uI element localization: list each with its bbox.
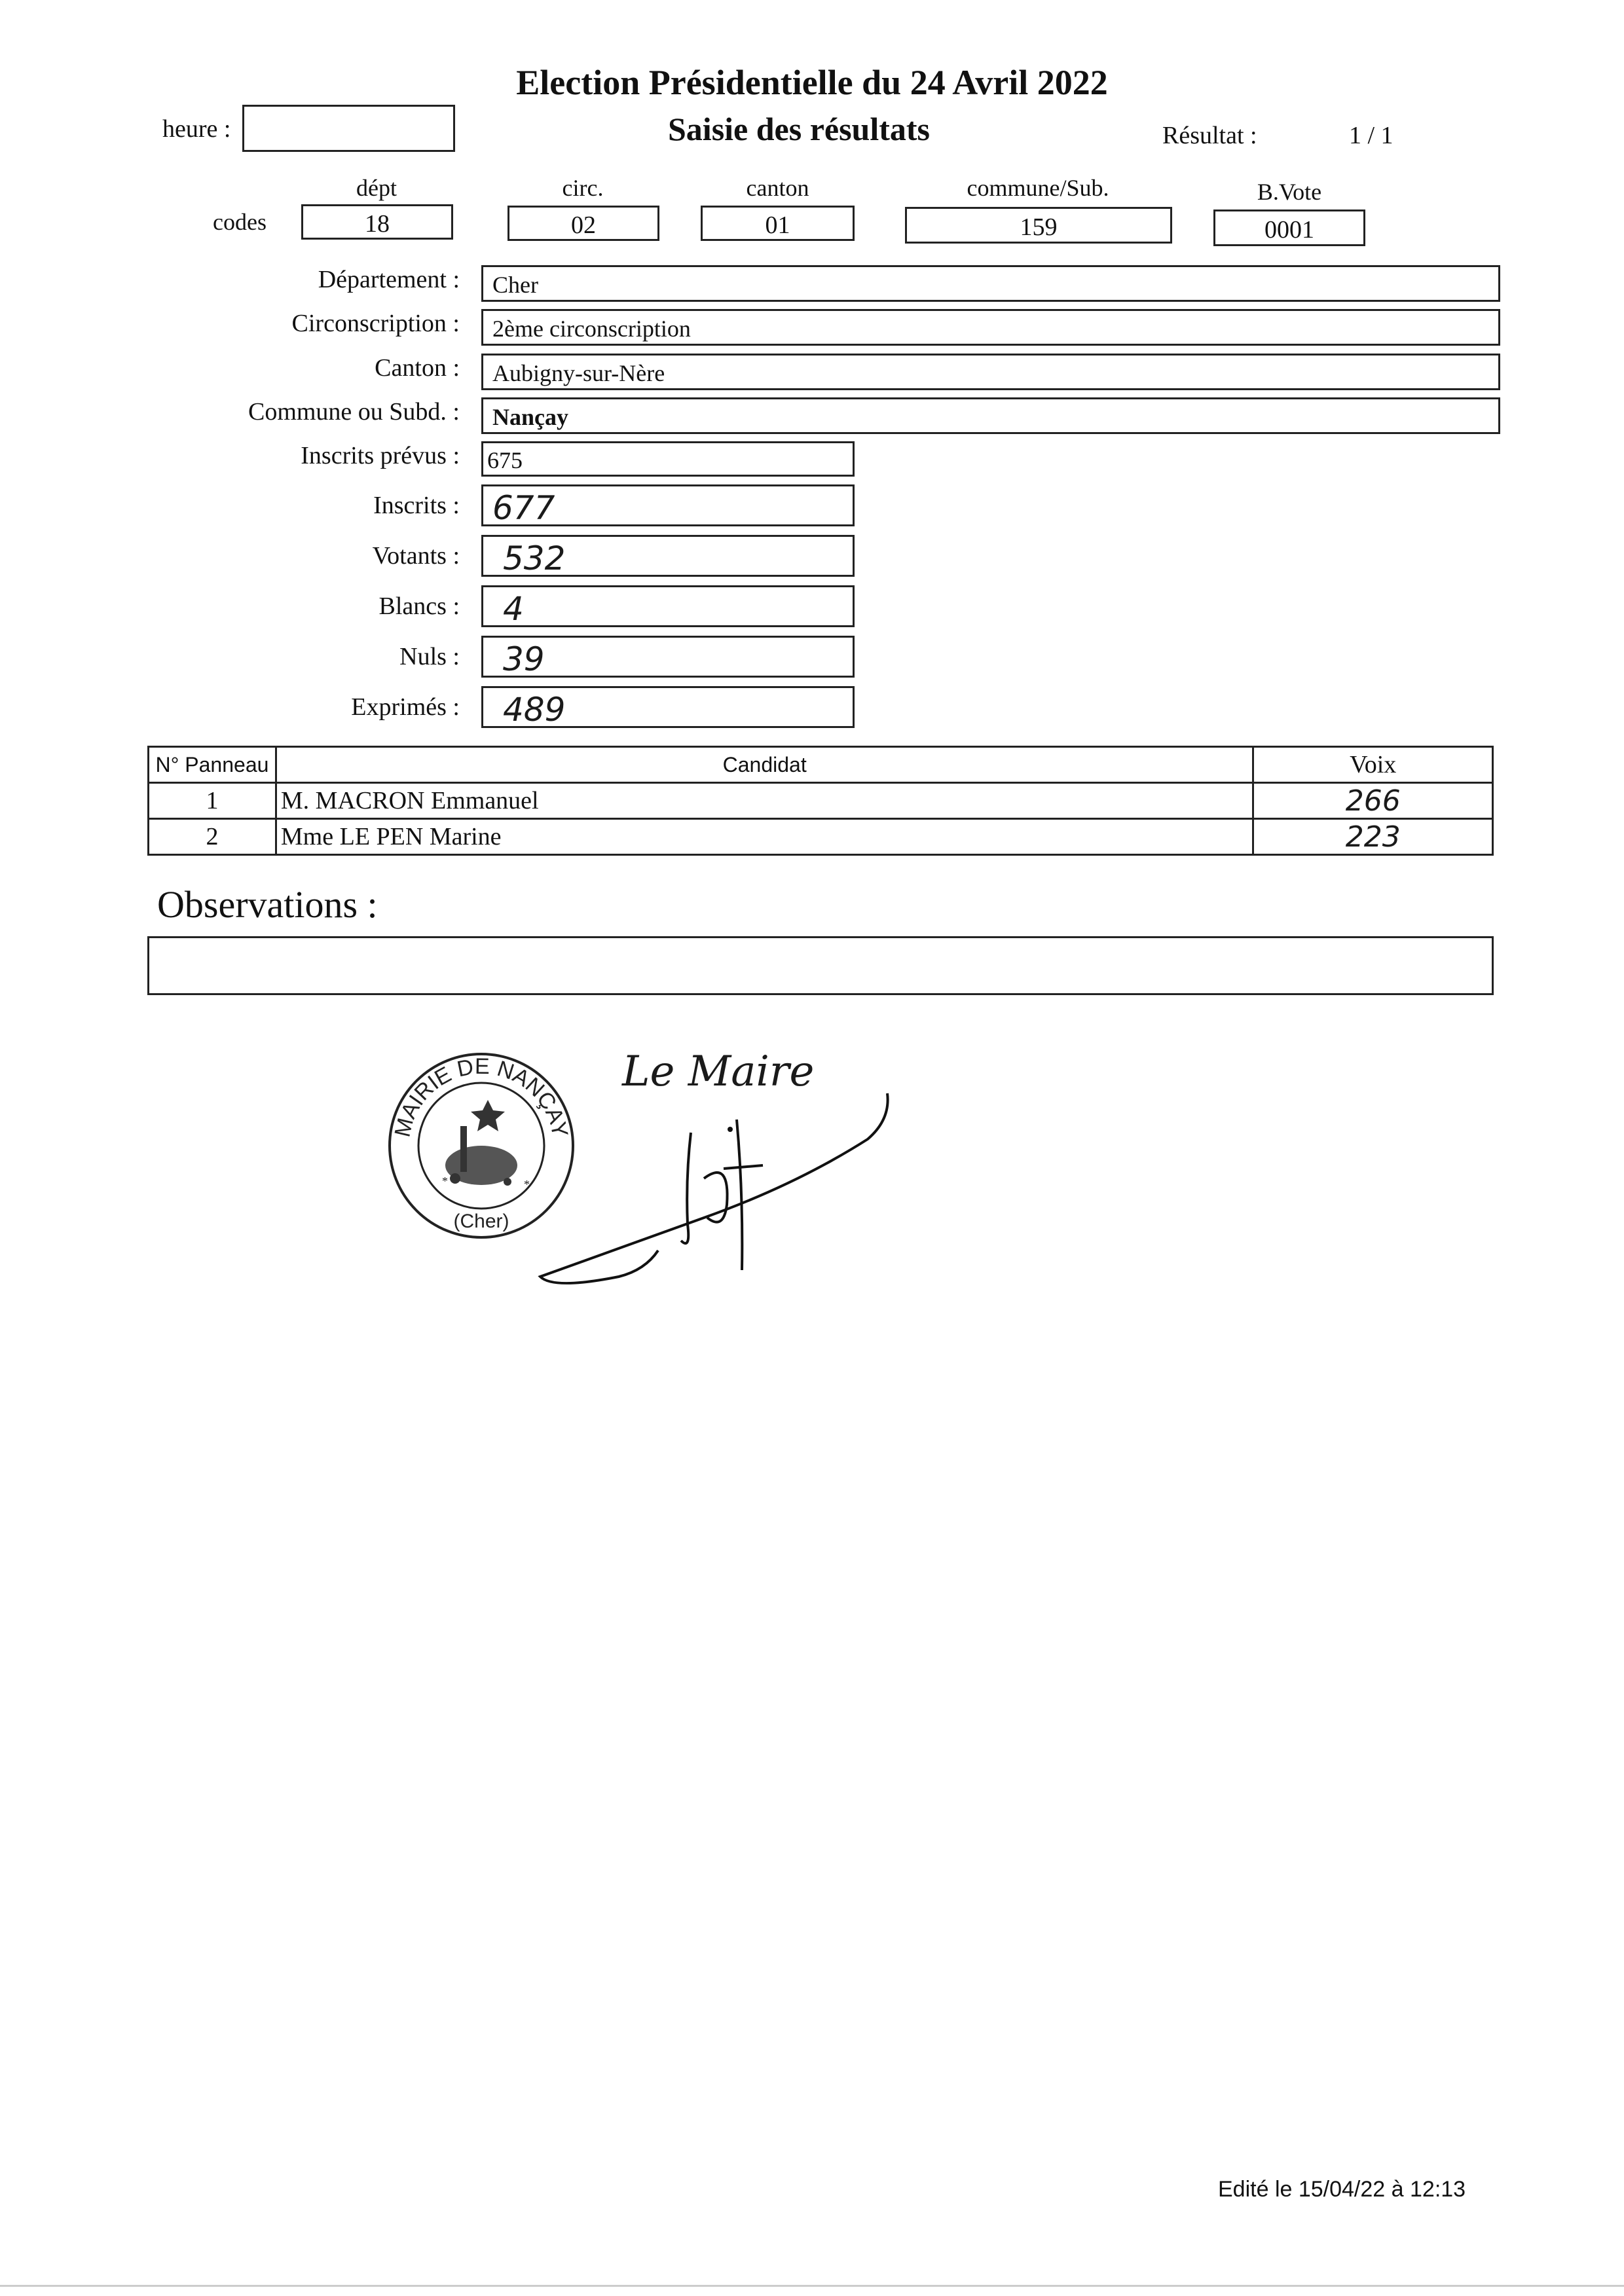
circonscription-field[interactable] [481, 309, 1500, 346]
inscrits-prevus-field[interactable] [481, 441, 855, 477]
observations-field[interactable] [147, 936, 1494, 995]
panneau-cell: 2 [149, 819, 276, 855]
heure-label: heure : [162, 115, 231, 143]
inscrits-prevus-value: 675 [487, 447, 523, 473]
resultat-label: Résultat : [1162, 122, 1257, 149]
voix-cell[interactable]: 266 [1253, 783, 1493, 819]
circonscription-label: Circonscription : [291, 310, 460, 337]
inscrits-prevus-label: Inscrits prévus : [301, 442, 460, 469]
circ-code-field[interactable] [507, 206, 659, 241]
commune-name-label: Commune ou Subd. : [248, 398, 460, 426]
canton-label: canton [746, 175, 809, 201]
heure-input[interactable] [242, 105, 455, 152]
blancs-value: 4 [503, 590, 524, 628]
candidat-cell: M. MACRON Emmanuel [276, 783, 1253, 819]
results-table-header [149, 747, 1493, 783]
dept-code-value: 18 [365, 210, 390, 238]
observations-label: Observations : [157, 883, 378, 926]
departement-field[interactable] [481, 265, 1500, 302]
dept-code-field[interactable] [301, 204, 453, 240]
panneau-header: N° Panneau [149, 747, 276, 783]
candidat-header: Candidat [276, 747, 1253, 783]
commune-name-field[interactable] [481, 397, 1500, 434]
blancs-field[interactable] [481, 585, 855, 627]
departement-label: Département : [318, 266, 460, 293]
votants-value: 532 [503, 539, 566, 577]
bvote-label: B.Vote [1257, 179, 1322, 205]
canton-code-value: 01 [765, 211, 790, 239]
bvote-code-value: 0001 [1264, 216, 1314, 244]
results-table [147, 746, 1494, 856]
circ-label: circ. [562, 175, 604, 201]
voix-cell[interactable]: 223 [1253, 819, 1493, 855]
departement-value: Cher [492, 272, 538, 298]
canton-name-field[interactable] [481, 354, 1500, 390]
voix-header: Voix [1253, 747, 1493, 783]
inscrits-value: 677 [492, 489, 555, 527]
circonscription-value: 2ème circonscription [492, 316, 691, 342]
document-title: Election Présidentielle du 24 Avril 2022 [516, 63, 1108, 102]
inscrits-label: Inscrits : [373, 492, 460, 519]
commune-code-field[interactable] [905, 207, 1172, 244]
codes-label: codes [213, 209, 267, 235]
document-subtitle: Saisie des résultats [668, 111, 930, 147]
exprimes-field[interactable] [481, 686, 855, 728]
table-row [149, 819, 1493, 855]
blancs-label: Blancs : [378, 592, 460, 620]
svg-text:*: * [524, 1178, 530, 1191]
nuls-field[interactable] [481, 636, 855, 678]
table-row [149, 783, 1493, 819]
stamp-top-text: MAIRIE DE NANÇAY [390, 1053, 573, 1140]
canton-name-value: Aubigny-sur-Nère [492, 360, 665, 386]
panneau-cell: 1 [149, 783, 276, 819]
handwritten-signature [534, 1080, 900, 1296]
stamp-bottom-text: (Cher) [453, 1211, 509, 1232]
circ-code-value: 02 [571, 211, 596, 239]
svg-text:*: * [442, 1175, 448, 1188]
candidat-cell: Mme LE PEN Marine [276, 819, 1253, 855]
exprimes-label: Exprimés : [351, 693, 460, 721]
scan-edge-line [0, 2285, 1624, 2287]
edited-timestamp: Edité le 15/04/22 à 12:13 [1218, 2177, 1466, 2202]
inscrits-field[interactable] [481, 484, 855, 526]
votants-label: Votants : [372, 542, 460, 570]
commune-name-value: Nançay [492, 404, 568, 430]
commune-label: commune/Sub. [967, 175, 1109, 201]
signature-label: Le Maire [622, 1048, 815, 1096]
bvote-code-field[interactable] [1213, 210, 1365, 246]
canton-name-label: Canton : [375, 354, 460, 382]
stamp-emblem-icon [445, 1100, 517, 1186]
resultat-value: 1 / 1 [1349, 122, 1393, 149]
exprimes-value: 489 [503, 691, 566, 729]
nuls-value: 39 [503, 640, 545, 678]
commune-code-value: 159 [1020, 213, 1058, 241]
dept-label: dépt [356, 175, 397, 201]
nuls-label: Nuls : [399, 643, 460, 670]
votants-field[interactable] [481, 535, 855, 577]
canton-code-field[interactable] [701, 206, 855, 241]
